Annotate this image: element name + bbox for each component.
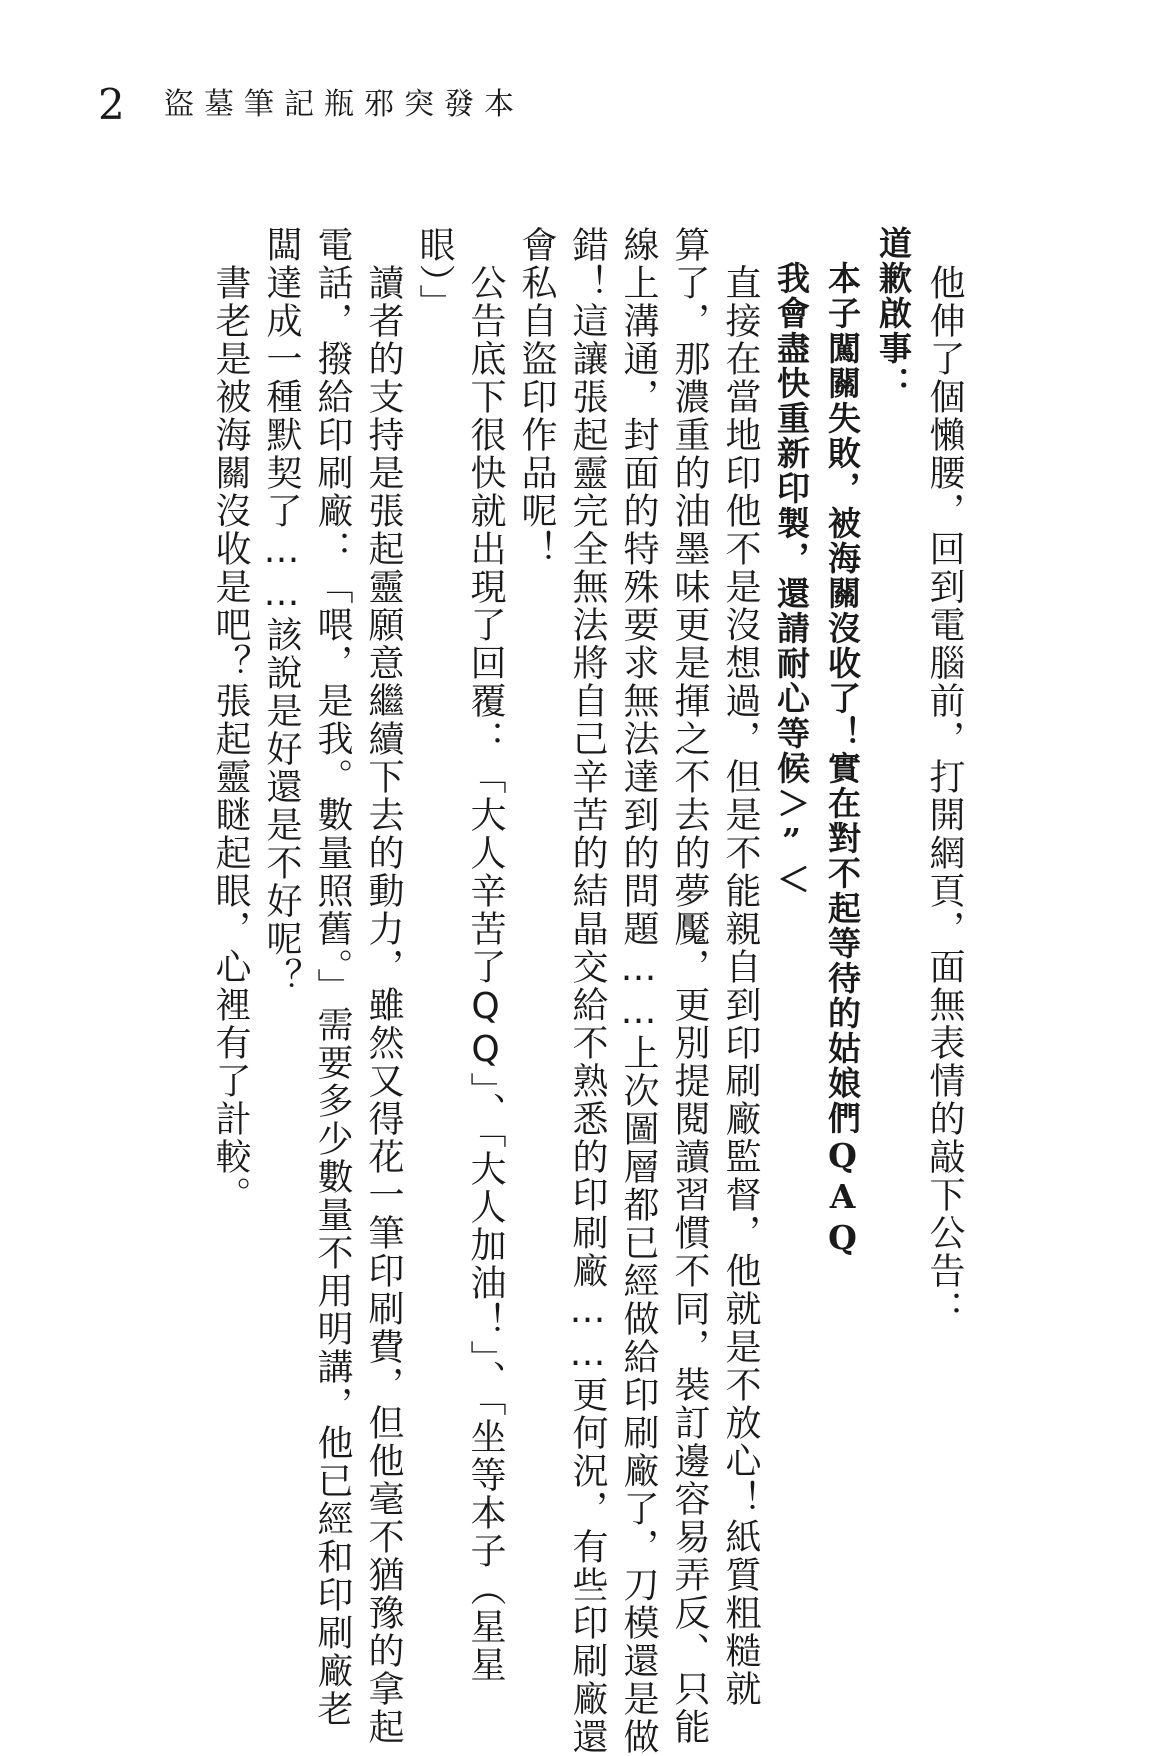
page-number: 2 xyxy=(98,80,125,129)
paragraph: 會私自盜印作品呢！ xyxy=(516,226,557,568)
paragraph: 直接在當地印他不是沒想過，但是不能親自到印刷廠監督，他就是不放心！紙質粗糙就 xyxy=(720,226,761,1708)
notice-line: 我會盡快重新印製，還請耐心等候＞”＜ xyxy=(772,226,811,897)
notice-line: 本子闖關失敗，被海關沒收了！實在對不起等待的姑娘們QAQ xyxy=(823,226,862,1259)
paragraph: 錯！這讓張起靈完全無法將自己辛苦的結晶交給不熟悉的印刷廠……更何況，有些印刷廠還 xyxy=(567,226,608,1756)
paragraph: 線上溝通，封面的特殊要求無法達到的問題……上次圖層都已經做給印刷廠了，刀模還是做 xyxy=(618,226,659,1756)
paragraph: 算了，那濃重的油墨味更是揮之不去的夢魘，更別提閱讀習慣不同，裝訂邊容易弄反、只能 xyxy=(669,226,710,1746)
notice-title: 道歉啟事： xyxy=(874,226,913,401)
paragraph: 電話，撥給印刷廠：「喂，是我。數量照舊。」需要多少數量不用明講，他已經和印刷廠老 xyxy=(312,226,353,1728)
running-title: 盜墓筆記瓶邪突發本 xyxy=(164,87,524,122)
paragraph: 眼）」 xyxy=(414,226,455,322)
paragraph: 闆達成一種默契了……該說是好還是不好呢？ xyxy=(261,226,302,996)
paragraph: 書老是被海關沒收是吧？張起靈瞇起眼，心裡有了計較。 xyxy=(210,226,251,1214)
paragraph: 他伸了個懶腰，回到電腦前，打開網頁，面無表情的敲下公告： xyxy=(924,226,965,1328)
paragraph: 公告底下很快就出現了回覆：「大人辛苦了QQ」、「大人加油！」、「坐等本子（星星 xyxy=(465,226,506,1684)
paragraph: 讀者的支持是張起靈願意繼續下去的動力，雖然又得花一筆印刷費，但他毫不猶豫的拿起 xyxy=(363,226,404,1746)
body-text xyxy=(205,226,970,1756)
